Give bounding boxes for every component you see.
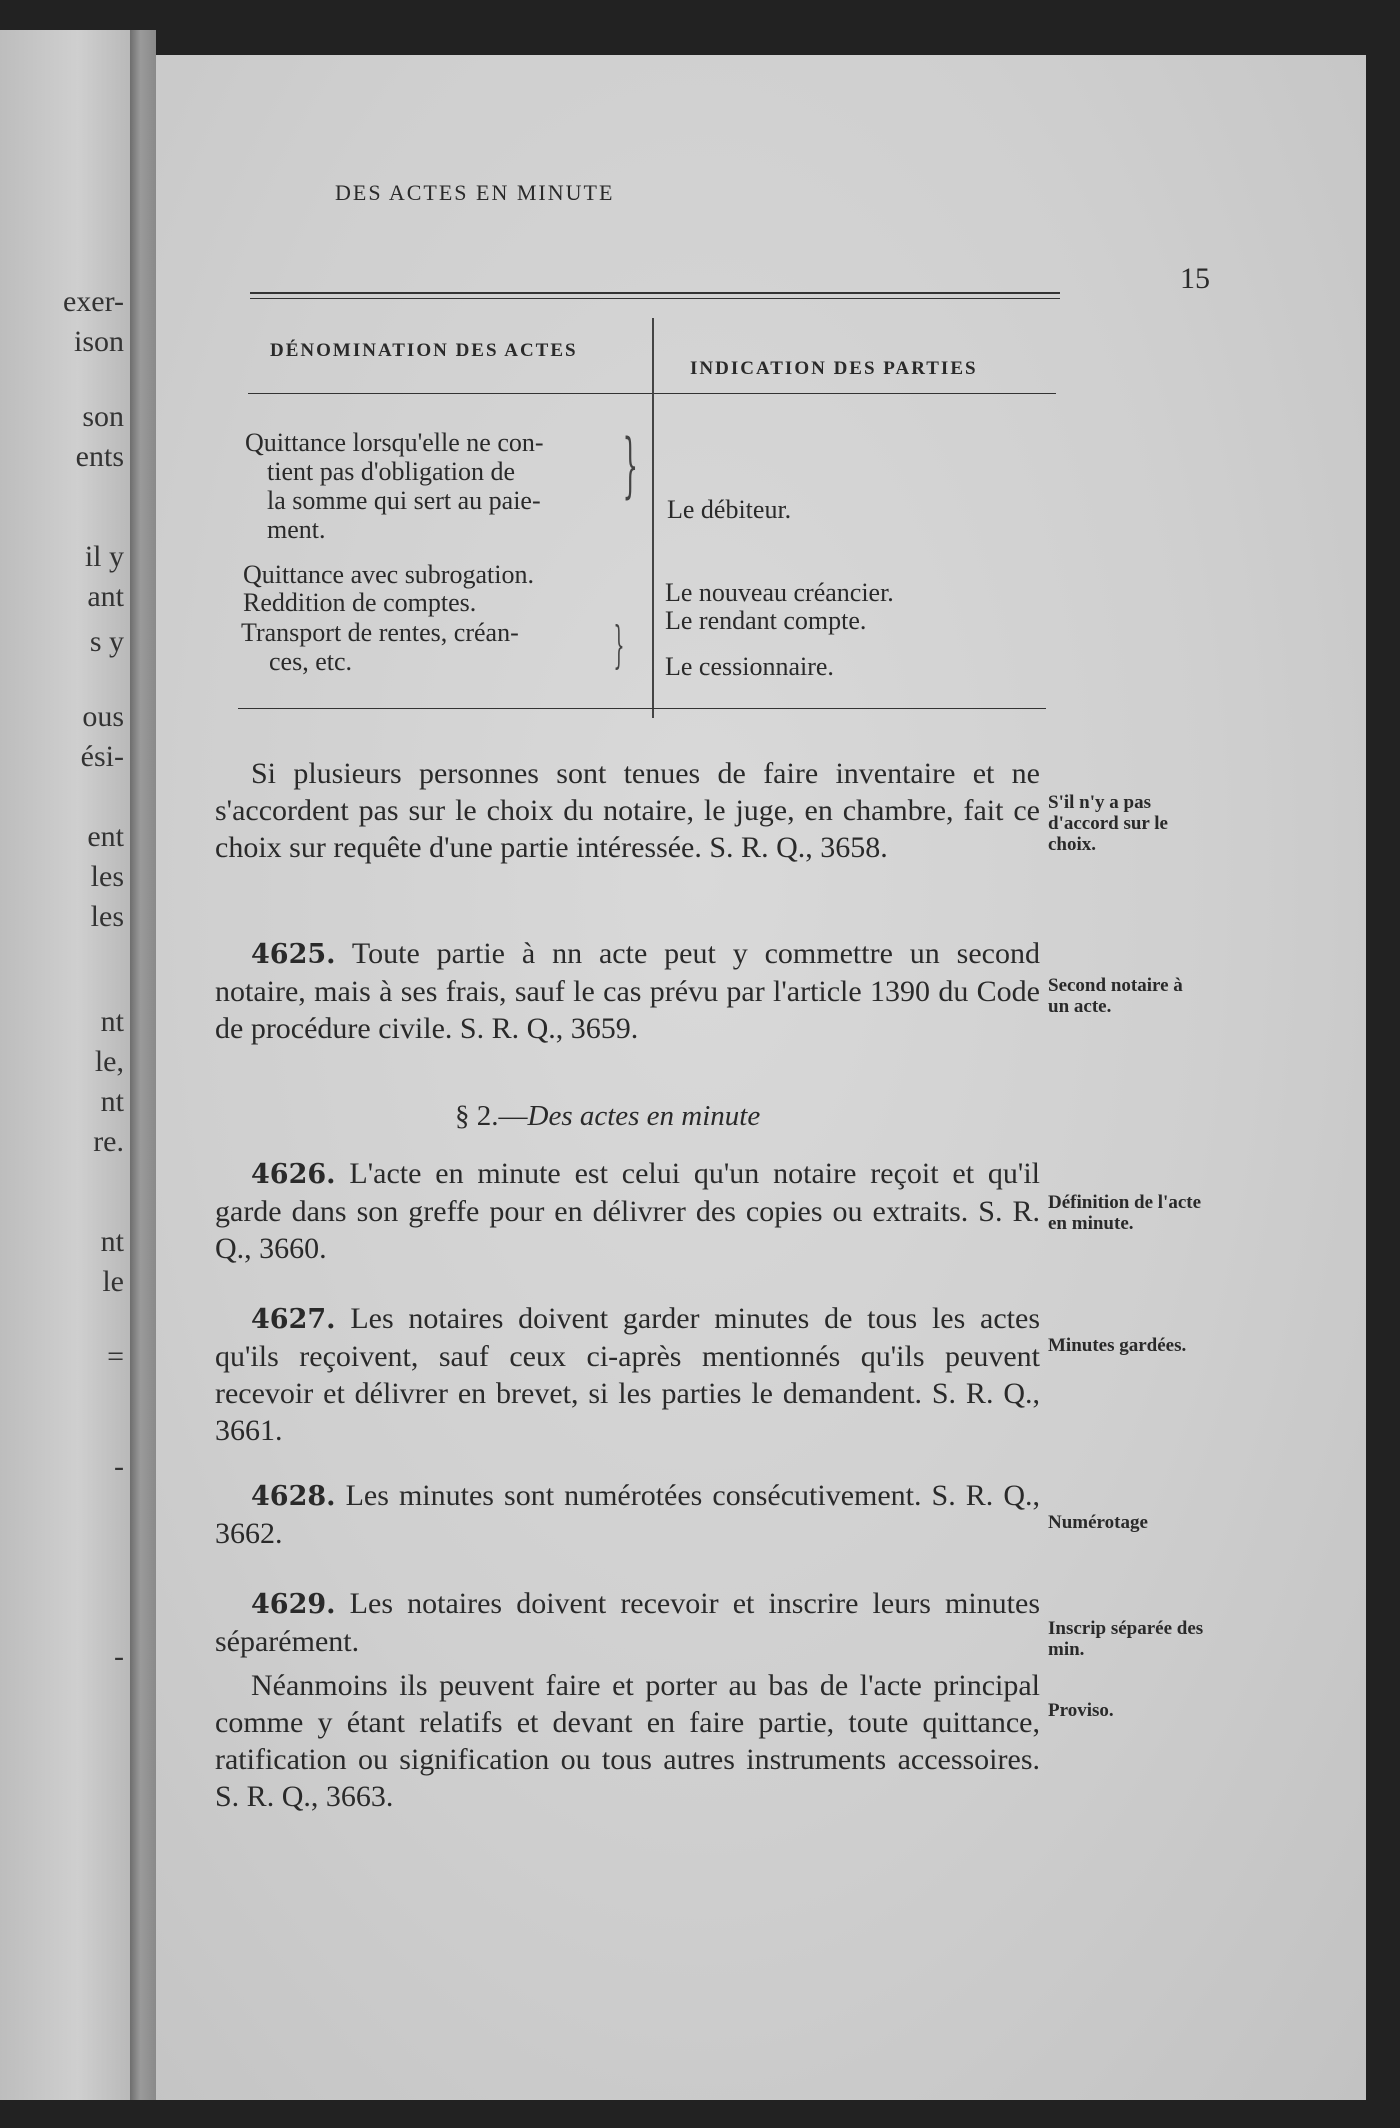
brace-glyph: } [622,424,639,506]
margin-note: Second notaire à un acte. [1048,975,1183,1017]
prev-page-fragment: son [82,400,124,433]
margin-note: Définition de l'acte en minute. [1048,1192,1202,1234]
margin-note: Numérotage [1048,1512,1148,1533]
margin-note: Inscrip séparée des min. [1048,1618,1204,1660]
prev-page-fragment: s y [89,625,124,658]
prev-page-fragment: ents [75,440,124,473]
article-number: 4629. [251,1589,336,1620]
running-head: DES ACTES EN MINUTE [335,180,615,205]
cell-line: Transport de rentes, créan- [241,618,519,647]
article-number: 4626. [251,1159,336,1190]
article-paragraph [215,1300,1040,1449]
prev-page-fragment: nt [100,1225,124,1258]
section-heading [455,1100,760,1133]
table-cell-denomination [245,428,615,544]
prev-page-fragment: il y [84,540,124,573]
prev-page-fragment: le, [94,1045,124,1078]
cell-line: Quittance lorsqu'elle ne con- [245,428,544,457]
article-paragraph [215,1477,1040,1552]
brace-glyph: } [613,616,625,674]
prev-page-fragment: ous [82,700,124,733]
table-cell-denomination [241,618,621,676]
prev-page-fragment: - [114,1450,124,1483]
article-number: 4625. [251,939,336,970]
margin-note: Minutes gardées. [1048,1335,1187,1356]
table-cell-parties: Le rendant compte. [665,606,867,635]
article-paragraph [215,935,1040,1047]
table-cell-denomination: Quittance avec subrogation. [243,560,534,589]
prev-page-fragment: ison [73,325,124,358]
table-top-rule-double [250,298,1060,299]
column-header-denomination: DÉNOMINATION DES ACTES [270,340,578,361]
paragraph-text: Les notaires doivent garder minutes de tous les actes qu'ils reçoivent, sauf ceux ci-après mentionnés qu'ils peuvent recevoir et délivrer en brevet, si les parties le demandent. S. R. Q., 3661. [215,1302,1041,1447]
section-title: Des actes en minute [527,1100,761,1132]
paragraph-text: Les minutes sont numérotées consécutivement. S. R. Q., 3662. [215,1479,1041,1550]
article-number: 4627. [251,1304,336,1335]
article-paragraph [215,1667,1040,1815]
paragraph-text: Néanmoins ils peuvent faire et porter au bas de l'acte principal comme y étant relatifs et devant en faire partie, toute quittance, ratification ou signification ou tous autres instruments accessoires. S. R. Q., 3663. [215,1669,1040,1813]
margin-note: Proviso. [1048,1700,1114,1721]
paragraph-text: Si plusieurs personnes sont tenues de faire inventaire et ne s'accordent pas sur le choix du notaire, le juge, en chambre, fait ce choix sur requête d'une partie intéressée. S. R. Q., 3658. [215,757,1040,864]
table-top-rule [250,292,1060,294]
table-cell-parties: Le débiteur. [667,495,792,524]
prev-page-fragment: = [107,1340,124,1373]
prev-page-fragment: ési- [80,740,124,773]
book-gutter [130,30,156,2100]
table-bottom-rule [238,708,1046,709]
prev-page-fragment: nt [100,1005,124,1038]
article-paragraph [215,755,1040,866]
prev-page-fragment: re. [93,1125,124,1158]
previous-page-edge [0,30,130,2100]
cell-line: tient pas d'obligation de [267,457,516,486]
table-cell-parties: Le cessionnaire. [665,652,834,681]
table-cell-denomination: Reddition de comptes. [243,588,477,617]
prev-page-fragment: ant [87,580,124,613]
section-number: § 2.— [455,1100,528,1132]
cell-line: ment. [267,515,326,544]
prev-page-fragment: les [90,900,124,933]
prev-page-fragment: le [102,1265,124,1298]
article-paragraph [215,1585,1040,1660]
cell-line: la somme qui sert au paie- [267,486,541,515]
prev-page-fragment: - [114,1640,124,1673]
paragraph-text: Les notaires doivent recevoir et inscrire leurs minutes séparément. [215,1587,1040,1658]
paragraph-text: L'acte en minute est celui qu'un notaire reçoit et qu'il garde dans son greffe pour en délivrer des copies ou extraits. S. R. Q., 3660. [215,1157,1041,1265]
prev-page-fragment: ent [87,820,124,853]
column-header-parties: INDICATION DES PARTIES [690,358,978,379]
prev-page-fragment: exer- [62,285,124,318]
column-divider [652,318,654,718]
article-paragraph [215,1155,1040,1267]
cell-line: ces, etc. [269,647,353,676]
page-number: 15 [1180,262,1210,295]
article-number: 4628. [251,1481,336,1512]
prev-page-fragment: nt [100,1085,124,1118]
table-cell-parties: Le nouveau créancier. [665,578,894,607]
paragraph-text: Toute partie à nn acte peut y commettre un second notaire, mais à ses frais, sauf le cas prévu par l'article 1390 du Code de procédure civile. S. R. Q., 3659. [215,937,1040,1045]
margin-note: S'il n'y a pas d'accord sur le choix. [1048,792,1168,855]
prev-page-fragment: les [90,860,124,893]
